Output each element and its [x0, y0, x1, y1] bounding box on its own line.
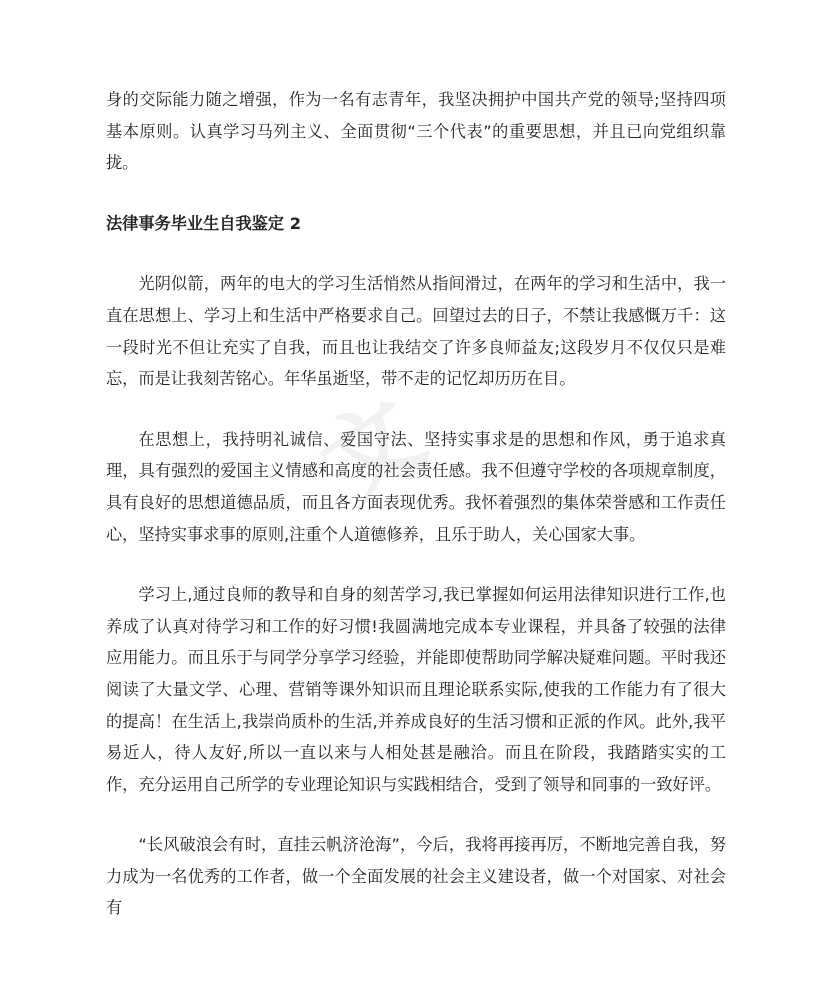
paragraph-thought: 在思想上，我持明礼诚信、爱国守法、坚持实事求是的思想和作风，勇于追求真理，具有强烈的爱国主义情感和高度的社会责任感。我不但遵守学校的各项规章制度，具有良好的思想道德品质，而且各方面表现优秀。我怀着强烈的集体荣誉感和工作责任心，坚持实事求事的原则,注重个人道德修养，且乐于助人，关心国家大事。: [106, 429, 726, 544]
section-heading: 法律事务毕业生自我鉴定 2: [106, 213, 301, 233]
document-body: [106, 84, 726, 924]
paragraph-intro: 光阴似箭，两年的电大的学习生活悄然从指间滑过，在两年的学习和生活中，我一直在思想上、学习上和生活中严格要求自己。回望过去的日子，不禁让我感慨万千：这一段时光不但让充实了自我，而且也让我结交了许多良师益友;这段岁月不仅仅只是难忘，而是让我刻苦铭心。年华虽逝坚，带不走的记忆却历历在目。: [106, 274, 726, 389]
paragraph-study: 学习上,通过良师的教导和自身的刻苦学习,我已掌握如何运用法律知识进行工作,也养成了认真对待学习和工作的好习惯!我圆满地完成本专业课程，并具备了较强的法律应用能力。而且乐于与同学分享学习经验，并能即使帮助同学解决疑难问题。平时我还阅读了大量文学、心理、营销等课外知识而且理论联系实际,使我的工作能力有了很大的提高！在生活上,我崇尚质朴的生活,并养成良好的生活习惯和正派的作风。此外,我平易近人，待人友好,所以一直以来与人相处甚是融洽。而且在阶段，我踏踏实实的工作，充分运用自己所学的专业理论知识与实践相结合，受到了领导和同事的一致好评。: [106, 585, 726, 794]
watermark: 文: [300, 373, 449, 524]
paragraph-continuation: 身的交际能力随之增强，作为一名有志青年，我坚决拥护中国共产党的领导;坚持四项基本原则。认真学习马列主义、全面贯彻“三个代表”的重要思想，并且已向党组织靠拢。: [106, 90, 726, 173]
paragraph-future: “长风破浪会有时，直挂云帆济沧海”，今后，我将再接再厉，不断地完善自我，努力成为一名优秀的工作者，做一个全面发展的社会主义建设者，做一个对国家、对社会有: [106, 835, 726, 918]
